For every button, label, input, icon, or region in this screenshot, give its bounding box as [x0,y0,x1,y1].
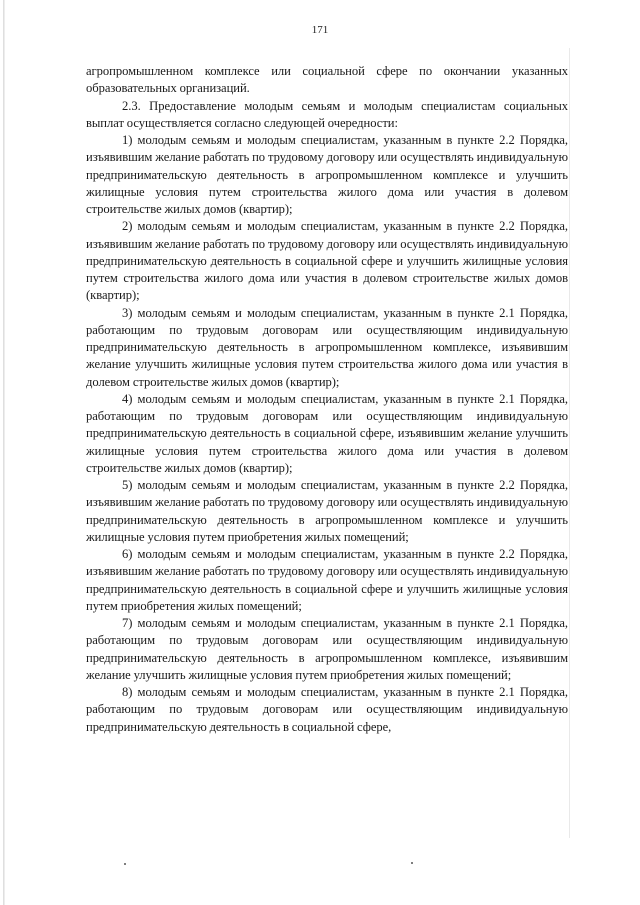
document-body [86,63,568,736]
scan-edge-right [569,48,570,838]
list-item-3: 3) молодым семьям и молодым специалистам, указанным в пункте 2.1 Порядка, работающим по трудовым договорам или осуществляющим индивидуальную предпринимательскую деятельность в агропромышленном комплексе, изъявившим желание улучшить жилищные условия путем строительства жилого дома или участия в долевом строительстве жилых домов (квартир); [86,305,568,389]
list-item-7: 7) молодым семьям и молодым специалистам, указанным в пункте 2.1 Порядка, работающим по трудовым договорам или осуществляющим индивидуальную предпринимательскую деятельность в агропромышленном комплексе, изъявившим желание улучшить жилищные условия путем приобретения жилых помещений; [86,616,568,682]
list-item-4: 4) молодым семьям и молодым специалистам, указанным в пункте 2.1 Порядка, работающим по трудовым договорам или осуществляющим индивидуальную предпринимательскую деятельность в социальной сфере, изъявившим желание улучшить жилищные условия путем строительства жилого дома или участия в долевом строительстве жилых домов (квартир); [86,391,568,475]
list-item-6: 6) молодым семьям и молодым специалистам, указанным в пункте 2.2 Порядка, изъявившим желание работать по трудовому договору или осуществлять индивидуальную предпринимательскую деятельность в социальной сфере и улучшить жилищные условия путем приобретения жилых помещений; [86,547,568,613]
scan-speck [124,863,126,865]
paragraph-continuation: агропромышленном комплексе или социальной сфере по окончании указанных образовательных организаций. [86,64,568,96]
scan-speck [411,862,413,864]
list-item-2: 2) молодым семьям и молодым специалистам, указанным в пункте 2.2 Порядка, изъявившим желание работать по трудовому договору или осуществлять индивидуальную предпринимательскую деятельность в социальной сфере и улучшить жилищные условия путем строительства жилого дома или участия в долевом строительстве жилых домов (квартир); [86,219,568,303]
paragraph-2-3: 2.3. Предоставление молодым семьям и молодым специалистам социальных выплат осуществляется согласно следующей очередности: [86,98,568,130]
scan-edge-left [3,0,5,905]
list-item-8: 8) молодым семьям и молодым специалистам, указанным в пункте 2.1 Порядка, работающим по трудовым договорам или осуществляющим индивидуальную предпринимательскую деятельность в социальной сфере, [86,685,568,734]
page-number: 171 [311,24,329,36]
list-item-1: 1) молодым семьям и молодым специалистам, указанным в пункте 2.2 Порядка, изъявившим желание работать по трудовому договору или осуществлять индивидуальную предпринимательскую деятельность в агропромышленном комплексе и улучшить жилищные условия путем строительства жилого дома или участия в долевом строительстве жилых домов (квартир); [86,133,568,216]
list-item-5: 5) молодым семьям и молодым специалистам, указанным в пункте 2.2 Порядка, изъявившим желание работать по трудовому договору или осуществлять индивидуальную предпринимательскую деятельность в агропромышленном комплексе и улучшить жилищные условия путем приобретения жилых помещений; [86,478,568,544]
